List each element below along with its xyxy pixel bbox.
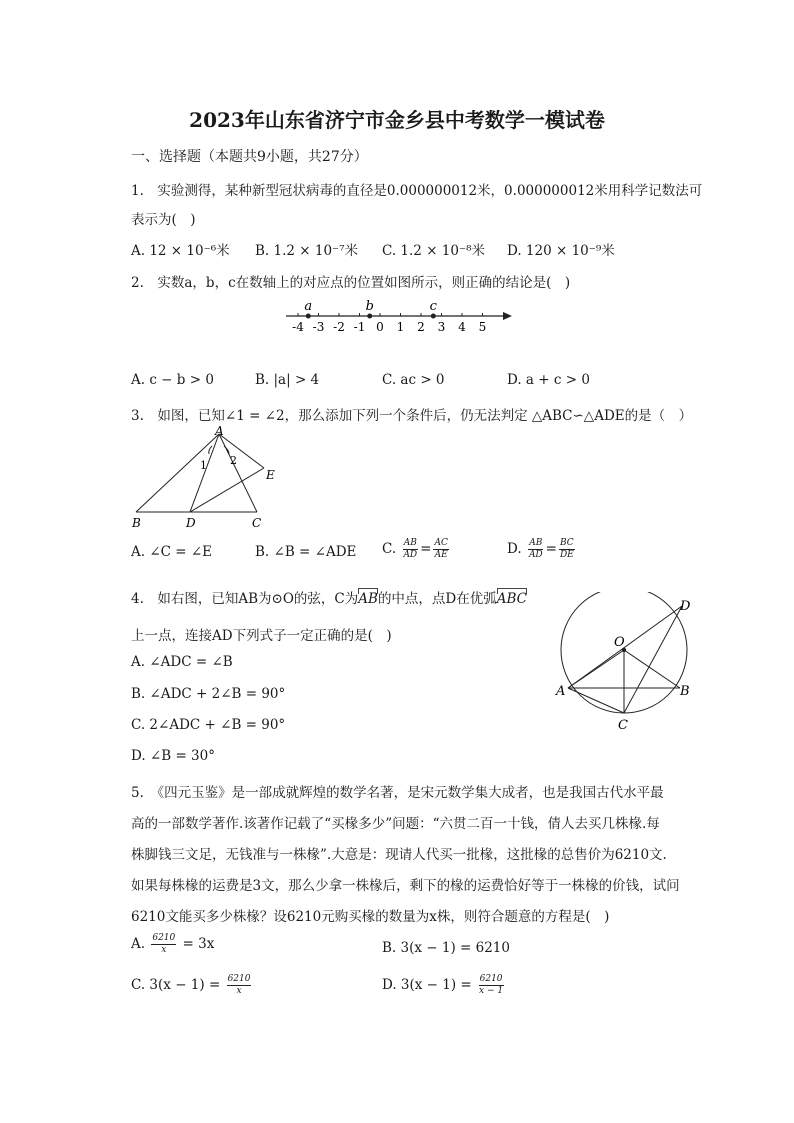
q1-stem-line1: 1. 实验测得，某种新型冠状病毒的直径是0.000000012米，0.000000012米用科学记数法可 bbox=[131, 183, 703, 199]
tick-label: -3 bbox=[312, 320, 325, 334]
numerator: BC bbox=[560, 538, 574, 548]
tick-label: 3 bbox=[437, 320, 446, 334]
q1-option-c: C. 1.2 × 10⁻⁸米 bbox=[382, 243, 486, 259]
option-label: A. bbox=[131, 936, 146, 952]
arc-abc: ABC bbox=[496, 591, 528, 607]
point-label-c: c bbox=[429, 299, 437, 314]
numerator: 6210 bbox=[152, 933, 176, 943]
q2-option-c: C. ac > 0 bbox=[382, 372, 445, 388]
q5-option-d bbox=[382, 974, 506, 997]
fraction bbox=[402, 538, 418, 561]
label-d: D bbox=[680, 599, 691, 614]
denominator: AD bbox=[528, 550, 543, 560]
tick-label: 1 bbox=[396, 320, 405, 334]
q1-option-d: D. 120 × 10⁻⁹米 bbox=[507, 243, 615, 259]
q2-option-d: D. a + c > 0 bbox=[507, 372, 590, 388]
q5-option-b: B. 3(x − 1) = 6210 bbox=[382, 940, 510, 956]
tick-label: 2 bbox=[417, 320, 425, 334]
fraction bbox=[151, 933, 176, 956]
q4-text-part2: 的中点，点D在优弧 bbox=[377, 591, 497, 607]
denominator: x − 1 bbox=[479, 986, 504, 996]
q4-circle-figure bbox=[552, 592, 702, 734]
option-label: D. bbox=[507, 541, 522, 557]
denominator: DE bbox=[559, 550, 574, 560]
option-label: C. 3(x − 1) = bbox=[131, 977, 221, 993]
q3-option-d: D. $\frac{AB}{AD}$ = $\frac{BC}{DE}$ bbox=[507, 538, 574, 560]
q4-option-a: A. ∠ADC = ∠B bbox=[131, 654, 233, 670]
q1-stem-line2: 表示为( ) bbox=[131, 212, 196, 228]
segment-ac bbox=[219, 434, 257, 512]
q4-text-part1: 4. 如右图，已知AB为⊙O的弦，C为 bbox=[131, 591, 359, 607]
option-label: D. 3(x − 1) = bbox=[382, 977, 472, 993]
label-d: D bbox=[186, 516, 196, 530]
numerator: AB bbox=[529, 538, 543, 548]
numerator: 6210 bbox=[479, 974, 503, 984]
segment-ad bbox=[190, 434, 219, 512]
q5-stem-line2: 高的一部数学著作.该著作记载了“买椽多少”问题：“六贯二百一十钱，倩人去买几株椽.每 bbox=[131, 816, 660, 832]
tick-label: 5 bbox=[478, 320, 487, 334]
q2-option-b: B. |a| > 4 bbox=[255, 372, 320, 388]
fraction bbox=[433, 538, 448, 561]
segment-ab bbox=[136, 434, 219, 512]
denominator: AE bbox=[434, 550, 448, 560]
tick-label: -1 bbox=[353, 320, 366, 334]
q3-triangle-figure bbox=[126, 424, 286, 532]
q1-option-b: B. 1.2 × 10⁻⁷米 bbox=[255, 243, 359, 259]
point-b bbox=[367, 314, 372, 319]
denominator: AD bbox=[403, 550, 418, 560]
label-a: A bbox=[556, 684, 566, 699]
label-e: E bbox=[266, 468, 275, 482]
q3-option-a: A. ∠C = ∠E bbox=[131, 544, 213, 560]
label-c: C bbox=[252, 516, 262, 530]
point-a bbox=[306, 314, 311, 319]
angle-1-label: 1 bbox=[200, 459, 207, 472]
point-c bbox=[431, 314, 436, 319]
tick-label: -2 bbox=[333, 320, 345, 334]
fraction bbox=[528, 538, 544, 561]
segment-oa bbox=[568, 650, 624, 688]
segment-de bbox=[190, 468, 264, 512]
segment-cd bbox=[624, 606, 682, 713]
section-heading: 一、选择题（本题共9小题，共27分） bbox=[131, 149, 368, 165]
fraction bbox=[478, 974, 504, 997]
segment-ae bbox=[219, 434, 264, 468]
fraction bbox=[227, 974, 252, 997]
segment-ob bbox=[624, 650, 680, 688]
page-title: 2023年山东省济宁市金乡县中考数学一模试卷 bbox=[189, 108, 605, 132]
label-a: A bbox=[215, 424, 224, 438]
q4-option-b: B. ∠ADC + 2∠B = 90° bbox=[131, 686, 286, 702]
q2-option-a: A. c − b > 0 bbox=[131, 372, 214, 388]
q4-stem-line1 bbox=[131, 587, 527, 607]
number-line-arrow bbox=[503, 312, 512, 320]
q3-stem: 3. 如图，已知∠1 = ∠2，那么添加下列一个条件后，仍无法判定 △ABC∽△ADE的是（ ） bbox=[131, 408, 693, 424]
denominator: x bbox=[161, 945, 167, 955]
tick-label: 4 bbox=[458, 320, 466, 334]
fraction bbox=[559, 538, 575, 561]
q5-option-a bbox=[131, 933, 214, 956]
segment-ad bbox=[568, 606, 682, 688]
q4-option-d: D. ∠B = 30° bbox=[131, 748, 215, 764]
angle-2-label: 2 bbox=[230, 454, 237, 467]
label-b: B bbox=[132, 516, 141, 530]
point-label-a: a bbox=[304, 299, 313, 314]
q5-stem-line1: 5. 《四元玉鉴》是一部成就辉煌的数学名著，是宋元数学集大成者，也是我国古代水平最 bbox=[131, 785, 664, 801]
q2-number-line bbox=[280, 296, 520, 336]
denominator: x bbox=[236, 986, 242, 996]
tick-label: -4 bbox=[292, 320, 304, 334]
label-b: B bbox=[680, 684, 690, 699]
numerator: AB bbox=[403, 538, 417, 548]
label-c: C bbox=[618, 718, 628, 733]
arc-ab: AB bbox=[358, 591, 378, 607]
numerator: AC bbox=[434, 538, 448, 548]
option-label: C. bbox=[382, 541, 397, 557]
q5-stem-line3: 株脚钱三文足，无钱准与一株椽”.大意是：现请人代买一批椽，这批椽的总售价为6210文. bbox=[131, 847, 667, 863]
tick-label: 0 bbox=[376, 320, 384, 334]
equation-rest: = 3x bbox=[182, 936, 215, 952]
q5-stem-line4: 如果每株椽的运费是3文，那么少拿一株椽后，剩下的椽的运费恰好等于一株椽的价钱，试问 bbox=[131, 878, 680, 894]
q5-option-c bbox=[131, 974, 253, 997]
q4-option-c: C. 2∠ADC + ∠B = 90° bbox=[131, 717, 286, 733]
q4-stem-line2: 上一点，连接AD下列式子一定正确的是( ) bbox=[131, 628, 392, 644]
q5-stem-line5: 6210文能买多少株椽？设6210元购买椽的数量为x株，则符合题意的方程是( ) bbox=[131, 909, 610, 925]
label-o: O bbox=[614, 635, 625, 650]
q2-stem: 2. 实数a，b，c在数轴上的对应点的位置如图所示，则正确的结论是( ) bbox=[131, 275, 571, 291]
q3-option-c: C. $\frac{AB}{AD}$ = $\frac{AC}{AE}$ bbox=[382, 538, 448, 560]
segment-ac bbox=[568, 688, 624, 713]
numerator: 6210 bbox=[227, 974, 251, 984]
q3-option-b: B. ∠B = ∠ADE bbox=[255, 544, 357, 560]
point-label-b: b bbox=[365, 299, 374, 314]
q1-option-a: A. 12 × 10⁻⁶米 bbox=[131, 243, 230, 259]
